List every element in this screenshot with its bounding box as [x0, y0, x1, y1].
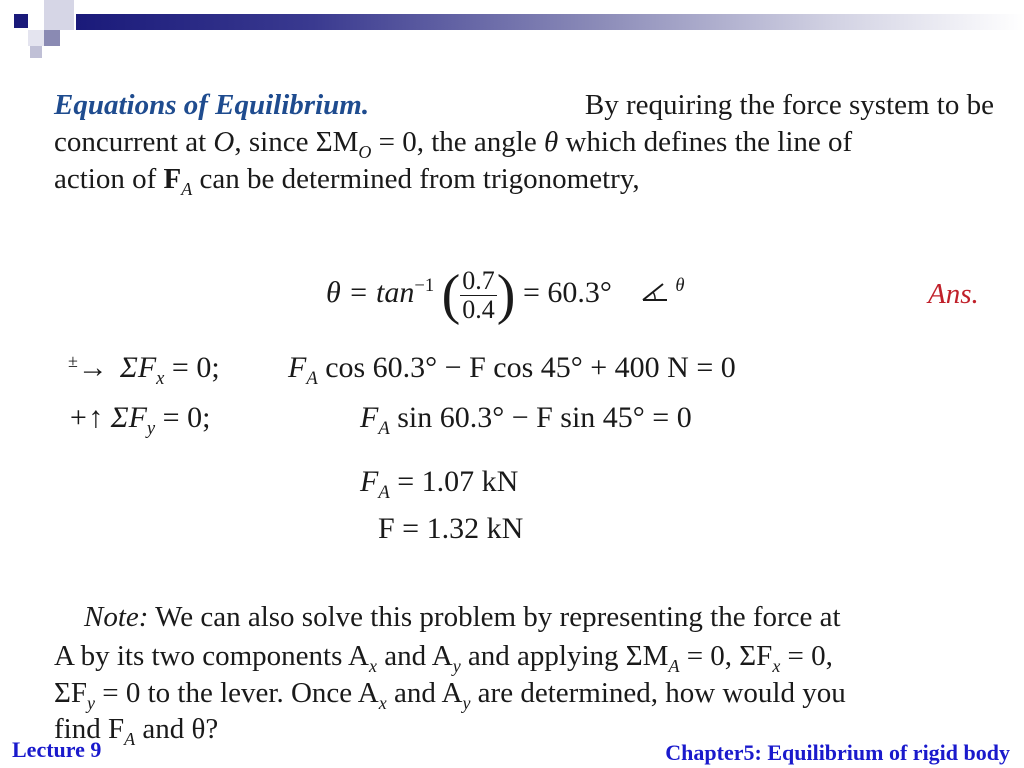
p1l2-text-a: concurrent at	[54, 126, 207, 158]
p1l3-text-b: can be determined from trigonometry,	[192, 163, 640, 195]
note-line4-sub: A	[124, 728, 136, 749]
paragraph1-line1-text: By requiring the force system to be	[584, 89, 994, 121]
note-line1-text: We can also solve this problem by representing the force at	[155, 601, 841, 633]
eq2-label-sub: y	[146, 418, 156, 439]
paren-open: (	[441, 264, 461, 327]
note-line2-end: and applying ΣM	[460, 640, 669, 672]
note-line3-a: ΣF	[54, 677, 88, 709]
eq2-F-sub: A	[378, 418, 390, 439]
result1-value: = 1.07 kN	[389, 465, 519, 498]
note-line2-mid: and A	[376, 640, 453, 672]
paragraph1-line2	[54, 124, 994, 161]
paren-close: )	[496, 264, 516, 327]
footer-lecture: Lecture 9	[12, 737, 102, 762]
p1l3-sub: A	[181, 178, 193, 199]
note-line2-sub1: x	[368, 655, 377, 676]
p1l3-F: F	[163, 163, 182, 195]
theta-fraction	[460, 267, 497, 324]
result-F	[378, 510, 523, 547]
eq1-label: ΣF	[120, 351, 157, 384]
note-line2	[54, 638, 1012, 675]
section-heading: Equations of Equilibrium.	[54, 89, 370, 121]
note-line3-sub3: y	[462, 692, 471, 713]
note-line2-sub2: y	[452, 655, 461, 676]
fraction-denominator: 0.4	[462, 294, 495, 324]
eq1-body: cos 60.3° − F cos 45° + 400 N = 0	[317, 351, 736, 384]
note-line2-sub4: x	[772, 655, 781, 676]
equation-y-body	[360, 399, 692, 439]
p1l2-sub: O	[358, 141, 372, 162]
p1l2-text-b: , since ΣM	[234, 126, 359, 158]
note-line2-text: A by its two components A	[54, 640, 369, 672]
eq2-body: sin 60.3° − F sin 45° = 0	[389, 401, 692, 434]
angle-icon	[641, 260, 675, 330]
p1l2-text-d: which defines the line of	[558, 126, 853, 158]
note-line2-end3: = 0,	[780, 640, 833, 672]
theta-equation	[326, 258, 685, 330]
fraction-numerator: 0.7	[462, 265, 495, 295]
angle-theta-label: θ	[675, 275, 685, 296]
note-line3-sub: y	[87, 692, 95, 713]
note-line3	[54, 675, 1012, 712]
note-line3-d: are determined, how would you	[470, 677, 846, 709]
arrow-right-icon: ±→	[68, 351, 108, 384]
eq1-F: F	[288, 351, 307, 384]
eq1-label-sub: x	[156, 368, 165, 389]
p1l2-text-c: = 0, the angle	[371, 126, 537, 158]
theta-eq-rhs: = 60.3°	[522, 276, 612, 309]
result1-sub: A	[378, 482, 390, 503]
p1l2-O: O	[213, 126, 235, 158]
eq1-F-sub: A	[306, 368, 318, 389]
eq2-F: F	[360, 401, 379, 434]
result2-value: F = 1.32 kN	[378, 512, 524, 545]
equation-x-body	[288, 349, 736, 389]
eq1-label-end: = 0;	[164, 351, 220, 384]
equation-y	[68, 399, 211, 439]
note-line2-end2: = 0, ΣF	[679, 640, 773, 672]
eq1-sign: ±	[68, 351, 78, 371]
result1-F: F	[360, 465, 379, 498]
p1l2-theta: θ	[543, 126, 559, 158]
note-line4-b: and θ?	[135, 713, 219, 745]
paragraph1-line1	[54, 87, 994, 124]
p1l3-text-a: action of	[54, 163, 157, 195]
answer-label: Ans.	[928, 278, 979, 310]
note-line3-b: = 0 to the lever. Once A	[95, 677, 379, 709]
eq2-label-end: = 0;	[155, 401, 211, 434]
theta-eq-lhs: θ = tan	[326, 276, 415, 309]
paragraph1-line3	[54, 161, 994, 198]
note-line1	[84, 599, 1012, 636]
theta-eq-power: −1	[414, 275, 435, 296]
eq2-label: +↑ ΣF	[68, 401, 147, 434]
note-line2-sub3: A	[668, 655, 680, 676]
note-label: Note:	[84, 601, 149, 633]
result-FA	[360, 463, 519, 503]
note-line3-c: and A	[386, 677, 463, 709]
note-line3-sub2: x	[378, 692, 387, 713]
note-line4-a: find F	[54, 713, 125, 745]
footer-chapter: Chapter5: Equilibrium of rigid body	[665, 740, 1010, 765]
equation-x	[68, 349, 220, 390]
